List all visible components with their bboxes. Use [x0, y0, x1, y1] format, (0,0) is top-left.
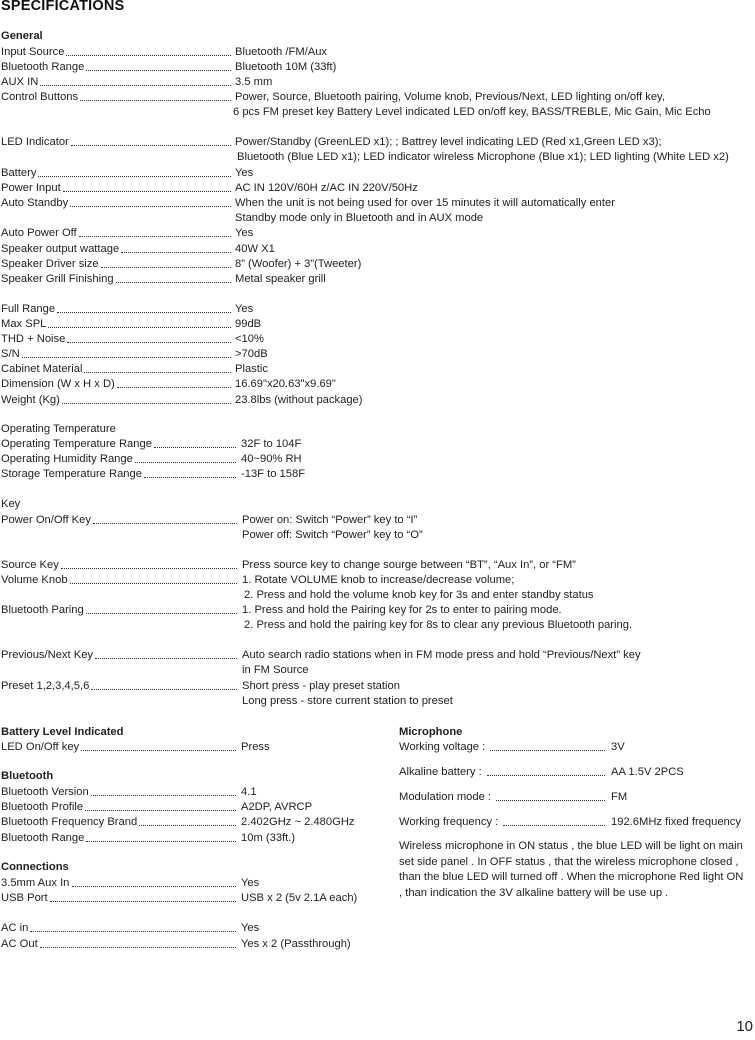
spec-value: Press source key to change sourge between “BT”, “Aux In”, or “FM”	[242, 559, 576, 571]
spec-label: Bluetooth Range	[1, 61, 85, 73]
spec-value: Yes	[241, 877, 260, 889]
microphone-row	[399, 790, 751, 805]
spec-row	[1, 921, 751, 936]
leader-dots	[61, 568, 237, 569]
spec-row	[1, 603, 751, 618]
leader-dots	[135, 462, 236, 463]
section-key-heading: Key	[1, 498, 21, 510]
leader-dots	[84, 372, 231, 373]
leader-dots	[121, 252, 231, 253]
leader-dots	[40, 85, 231, 86]
spec-value: A2DP, AVRCP	[241, 801, 313, 813]
spec-row	[1, 90, 751, 105]
spec-value: Yes x 2 (Passthrough)	[241, 938, 351, 950]
leader-dots	[496, 800, 605, 801]
spec-value: Press	[241, 741, 270, 753]
spec-value: Plastic	[235, 363, 268, 375]
microphone-value: FM	[611, 791, 628, 803]
spec-value-continuation: Long press - store current station to preset	[242, 695, 453, 707]
spec-row	[1, 332, 751, 347]
spec-row	[1, 181, 751, 196]
spec-row	[1, 257, 751, 272]
leader-dots	[117, 387, 231, 388]
leader-dots	[67, 342, 231, 343]
spec-row	[1, 242, 751, 257]
spec-value-continuation: Standby mode only in Bluetooth and in AUX mode	[235, 212, 484, 224]
spec-value: Metal speaker grill	[235, 273, 326, 285]
leader-dots	[80, 100, 231, 101]
spec-value: Power on: Switch “Power” key to “I”	[242, 514, 418, 526]
section-microphone-heading: Microphone	[399, 726, 463, 738]
spec-value: 40W X1	[235, 243, 275, 255]
leader-dots	[72, 886, 236, 887]
spec-label: Source Key	[1, 559, 59, 571]
microphone-label: Working frequency :	[399, 816, 499, 828]
leader-dots	[86, 613, 237, 614]
spec-label: AC Out	[1, 938, 38, 950]
leader-dots	[85, 810, 236, 811]
spec-value: Auto search radio stations when in FM mode press and hold “Previous/Next” key	[242, 649, 641, 661]
leader-dots	[101, 267, 231, 268]
spec-label: S/N	[1, 348, 20, 360]
page-number: 10	[736, 1018, 753, 1035]
leader-dots	[81, 750, 236, 751]
spec-value: >70dB	[235, 348, 268, 360]
spec-label: Power On/Off Key	[1, 514, 91, 526]
spec-value: 4.1	[241, 786, 257, 798]
spec-value: 10m (33ft.)	[241, 832, 296, 844]
leader-dots	[70, 583, 237, 584]
spec-value: USB x 2 (5v 2.1A each)	[241, 892, 358, 904]
microphone-value: AA 1.5V 2PCS	[611, 766, 684, 778]
leader-dots	[57, 312, 231, 313]
spec-value: 32F to 104F	[241, 438, 302, 450]
spec-label: LED Indicator	[1, 136, 69, 148]
spec-value: 1. Press and hold the Pairing key for 2s to enter to pairing mode.	[242, 604, 562, 616]
spec-label: Input Source	[1, 46, 65, 58]
spec-label: Bluetooth Frequency Brand	[1, 816, 138, 828]
section-connections-heading: Connections	[1, 861, 69, 873]
leader-dots	[95, 658, 237, 659]
spec-row	[1, 60, 751, 75]
spec-value: Yes	[235, 167, 254, 179]
spec-value: Short press - play preset station	[242, 680, 400, 692]
spec-row	[1, 377, 751, 392]
leader-dots	[86, 70, 231, 71]
spec-value: 8” (Woofer) + 3”(Tweeter)	[235, 258, 362, 270]
spec-label: Bluetooth Paring	[1, 604, 84, 616]
spec-label: Control Buttons	[1, 91, 79, 103]
spec-row	[1, 272, 751, 287]
spec-label: Bluetooth Version	[1, 786, 89, 798]
spec-label: Preset 1,2,3,4,5,6	[1, 680, 90, 692]
leader-dots	[22, 357, 231, 358]
spec-label: USB Port	[1, 892, 48, 904]
spec-row	[1, 573, 751, 588]
leader-dots	[48, 327, 231, 328]
spec-label: Battery	[1, 167, 37, 179]
microphone-note: Wireless microphone in ON status , the blue LED will be light on main set side panel . In OFF status , that the wireless microphone closed , than the blue LED will turned off . When the microphone Red light ON , than indication the 3V alkaline battery will be use up .	[399, 840, 744, 899]
leader-dots	[154, 447, 236, 448]
microphone-value: 3V	[611, 741, 625, 753]
leader-dots	[116, 282, 231, 283]
spec-label: Max SPL	[1, 318, 47, 330]
section-operating-heading: Operating Temperature	[1, 423, 116, 435]
spec-value: 99dB	[235, 318, 262, 330]
spec-row	[1, 467, 751, 482]
spec-label: Bluetooth Profile	[1, 801, 84, 813]
spec-value: Power/Standby (GreenLED x1); ; Battrey level indicating LED (Red x1,Green LED x3);	[235, 136, 662, 148]
spec-row	[1, 393, 751, 408]
section-battery-heading: Battery Level Indicated	[1, 726, 124, 738]
microphone-label: Alkaline battery :	[399, 766, 482, 778]
leader-dots	[63, 191, 231, 192]
spec-label: Operating Temperature Range	[1, 438, 152, 450]
spec-row	[1, 135, 751, 150]
microphone-value: 192.6MHz fixed frequency	[611, 816, 741, 828]
spec-label: Power Input	[1, 182, 61, 194]
spec-label: THD + Noise	[1, 333, 66, 345]
leader-dots	[86, 841, 236, 842]
leader-dots	[62, 403, 231, 404]
spec-row	[1, 196, 751, 211]
leader-dots	[503, 825, 605, 826]
spec-value: Bluetooth 10M (33ft)	[235, 61, 337, 73]
spec-row	[1, 648, 751, 663]
spec-value: Yes	[235, 303, 254, 315]
leader-dots	[144, 477, 236, 478]
spec-value: 23.8lbs (without package)	[235, 394, 363, 406]
spec-label: AC in	[1, 922, 29, 934]
spec-row	[1, 937, 751, 952]
spec-value: AC IN 120V/60H z/AC IN 220V/50Hz	[235, 182, 418, 194]
leader-dots	[38, 176, 231, 177]
spec-value: 3.5 mm	[235, 76, 273, 88]
section-bluetooth-heading: Bluetooth	[1, 770, 54, 782]
spec-label: Auto Power Off	[1, 227, 77, 239]
section-general-heading: General	[1, 30, 43, 42]
leader-dots	[66, 55, 231, 56]
spec-value-continuation: 6 pcs FM preset key Battery Level indicated LED on/off key, BASS/TREBLE, Mic Gain, Mic Echo	[233, 106, 711, 118]
spec-value-continuation: Power off: Switch “Power” key to “O”	[242, 529, 423, 541]
spec-row	[1, 558, 751, 573]
spec-label: Volume Knob	[1, 574, 68, 586]
spec-label: Previous/Next Key	[1, 649, 94, 661]
spec-value: 16.69"x20.63"x9.69"	[235, 378, 336, 390]
microphone-row	[399, 765, 751, 780]
page-title: SPECIFICATIONS	[1, 0, 125, 14]
spec-value-continuation: in FM Source	[242, 664, 309, 676]
leader-dots	[93, 523, 237, 524]
spec-row	[1, 347, 751, 362]
spec-label: Auto Standby	[1, 197, 69, 209]
spec-label: AUX IN	[1, 76, 39, 88]
leader-dots	[79, 236, 231, 237]
microphone-row	[399, 740, 751, 755]
spec-label: 3.5mm Aux In	[1, 877, 70, 889]
spec-value: Yes	[241, 922, 260, 934]
spec-row	[1, 679, 751, 694]
microphone-row	[399, 815, 751, 830]
spec-value: 40~90% RH	[241, 453, 302, 465]
spec-row	[1, 362, 751, 377]
spec-row	[1, 226, 751, 241]
spec-value-continuation: Bluetooth (Blue LED x1); LED indicator wireless Microphone (Blue x1); LED lighting (White LED x2)	[237, 151, 729, 163]
spec-label: Storage Temperature Range	[1, 468, 142, 480]
spec-label: Cabinet Material	[1, 363, 83, 375]
spec-label: Speaker output wattage	[1, 243, 120, 255]
spec-row	[1, 452, 751, 467]
spec-value: Power, Source, Bluetooth pairing, Volume knob, Previous/Next, LED lighting on/off key,	[235, 91, 665, 103]
spec-label: Speaker Driver size	[1, 258, 99, 270]
spec-label: Weight (Kg)	[1, 394, 60, 406]
leader-dots	[91, 689, 237, 690]
spec-row	[1, 317, 751, 332]
spec-row	[1, 302, 751, 317]
spec-value: 1. Rotate VOLUME knob to increase/decrease volume;	[242, 574, 515, 586]
spec-value: -13F to 158F	[241, 468, 306, 480]
leader-dots	[91, 795, 236, 796]
leader-dots	[30, 931, 236, 932]
spec-label: LED On/Off key	[1, 741, 80, 753]
spec-label: Bluetooth Range	[1, 832, 85, 844]
spec-label: Full Range	[1, 303, 56, 315]
spec-label: Dimension (W x H x D)	[1, 378, 115, 390]
leader-dots	[40, 947, 236, 948]
spec-value: <10%	[235, 333, 264, 345]
spec-row	[1, 75, 751, 90]
spec-value-continuation: 2. Press and hold the volume knob key for 3s and enter standby status	[244, 589, 594, 601]
microphone-label: Working voltage :	[399, 741, 486, 753]
leader-dots	[70, 206, 231, 207]
microphone-label: Modulation mode :	[399, 791, 492, 803]
spec-value-continuation: 2. Press and hold the pairing key for 8s to clear any previous Bluetooth paring.	[244, 619, 633, 631]
spec-row	[1, 45, 751, 60]
spec-value: Bluetooth /FM/Aux	[235, 46, 328, 58]
spec-row	[1, 166, 751, 181]
spec-label: Operating Humidity Range	[1, 453, 133, 465]
spec-row	[1, 513, 751, 528]
spec-value: When the unit is not being used for over 15 minutes it will automatically enter	[235, 197, 615, 209]
spec-label: Speaker Grill Finishing	[1, 273, 114, 285]
spec-value: Yes	[235, 227, 254, 239]
leader-dots	[487, 775, 605, 776]
leader-dots	[50, 901, 236, 902]
leader-dots	[490, 750, 605, 751]
leader-dots	[71, 145, 231, 146]
leader-dots	[139, 825, 236, 826]
spec-row	[1, 437, 751, 452]
spec-value: 2.402GHz ~ 2.480GHz	[241, 816, 355, 828]
